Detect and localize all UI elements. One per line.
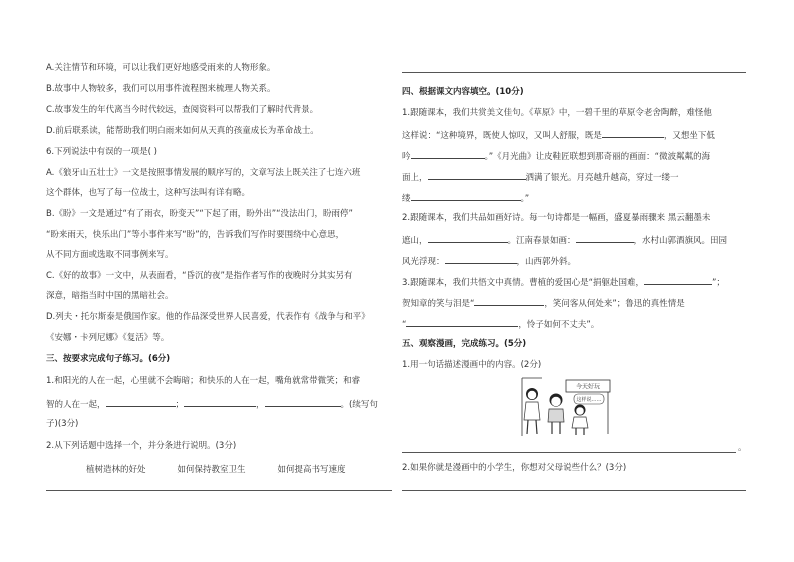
q3-1-text: 智的人在一起， [46, 400, 106, 410]
topic-option: 如何提高书写速度 [277, 465, 346, 475]
question-3-1: 1.和阳光的人在一起，心里就不会晦暗；和快乐的人在一起，嘴角就常带微笑；和睿 [46, 376, 361, 386]
answer-line[interactable] [402, 72, 746, 73]
q4-text: 洒满了银光。月亮越升越高，穿过一缕一 [525, 173, 679, 183]
question-3-2: 2.从下列话题中选择一个，并分条进行说明。(3分) [46, 441, 237, 451]
option-text: C.《好的故事》一文中，从表面看，“昏沉的夜”是指作者写作的夜晚时分其实另有 [46, 271, 353, 281]
option-text: 从不同方面或选取不同事例来写。 [46, 250, 174, 260]
q4-text: 遮山， [402, 236, 428, 246]
q4-text: 风光浮现： [402, 257, 445, 267]
answer-blank[interactable] [576, 233, 634, 243]
answer-blank[interactable] [265, 397, 341, 407]
answer-blank[interactable] [474, 296, 544, 306]
cartoon-leg [536, 420, 537, 434]
answer-line[interactable] [46, 490, 392, 491]
section-4-title: 四、根据课文内容填空。(10分) [402, 87, 524, 97]
q4-text: 面上， [402, 173, 428, 183]
question-4-1: 1.跟随课本，我们共赏美文佳句。《草原》中，一碧千里的草原令老舍陶醉，难怪他 [402, 108, 712, 118]
answer-blank[interactable] [602, 128, 664, 138]
answer-blank[interactable] [428, 233, 508, 243]
cartoon-leg [527, 420, 528, 434]
option-text: A.《狼牙山五壮士》一文是按照事情发展的顺序写的，文章写法上既关注了七连六班 [46, 168, 361, 178]
question-3-1-line3: 子)(3分) [46, 419, 79, 429]
answer-line[interactable] [402, 490, 746, 491]
cartoon-illustration [516, 374, 616, 438]
answer-blank[interactable] [184, 397, 256, 407]
q4-text: 缕 [402, 194, 411, 204]
answer-blank[interactable] [445, 254, 517, 264]
q4-text: “ [402, 320, 407, 330]
question-5-2: 2.如果你就是漫画中的小学生，你想对父母说些什么？(3分) [402, 463, 627, 473]
q4-text: 。江南春景如画： [507, 236, 576, 246]
q3-1-text: ， [256, 400, 265, 410]
cartoon-face [576, 407, 584, 415]
q3-1-text: 。(续写句 [340, 400, 378, 410]
cartoon-sign-text: 今天好玩 [575, 383, 601, 391]
question-4-1-line2 [402, 128, 715, 142]
option-text: B.故事中人物较多，我们可以用事件流程图来梳理人物关系。 [46, 84, 276, 94]
question-4-2: 2.跟随课本，我们共品如画好诗。每一句诗都是一幅画，盛夏暴雨骤来 黑云翻墨未 [402, 213, 711, 223]
section-3-title: 三、按要求完成句子练习。(6分) [46, 354, 171, 364]
q4-text: ，又想坐下低 [663, 131, 715, 141]
answer-blank[interactable] [106, 397, 176, 407]
cartoon-body [572, 417, 588, 428]
answer-blank[interactable] [406, 317, 518, 327]
q4-text: 。”《月光曲》让皮鞋匠联想到那奇丽的画面：“微波粼粼的海 [484, 152, 711, 162]
cartoon-face [528, 391, 537, 400]
q4-text: 3.跟随课本，我们共悟文中真情。曹植的爱国心是“捐躯赴国难， [402, 278, 645, 288]
q4-text: 。” [520, 194, 530, 204]
answer-blank[interactable] [644, 275, 712, 285]
answer-blank[interactable] [411, 149, 485, 159]
q4-text: ”； [712, 278, 725, 288]
question-6: 6.下列说法中有误的一项是( ) [46, 147, 157, 157]
q3-1-text: ； [175, 400, 185, 410]
question-4-1-line3 [402, 149, 710, 163]
q4-text: ，笑问客从何处来”；鲁迅的真性情是 [544, 299, 685, 309]
answer-line[interactable] [402, 452, 736, 453]
question-4-3-line2 [402, 296, 685, 310]
answer-blank[interactable] [411, 191, 521, 201]
sentence-end: 。 [738, 443, 747, 453]
question-4-1-line5 [402, 191, 529, 205]
question-5-1: 1.用一句话描述漫画中的内容。(2分) [402, 360, 542, 370]
q4-text: ，山西郭外斜。 [516, 257, 577, 267]
q4-text: 这样说：“这种境界，既使人惊叹，又叫人舒服，既是 [402, 131, 602, 141]
option-text: C.故事发生的年代离当今时代较远，查阅资料可以帮我们了解时代背景。 [46, 105, 319, 115]
option-text: “盼来雨天，快乐出门”等小事件来写“盼”的，告诉我们写作时要围绕中心意思， [46, 230, 345, 240]
cartoon-body [548, 409, 564, 422]
option-text: 深意，暗指当时中国的黑暗社会。 [46, 291, 174, 301]
question-4-3 [402, 275, 725, 289]
option-text: 《安娜・卡列尼娜》《复活》等。 [46, 333, 170, 343]
option-text: A.关注情节和环境，可以让我们更好地感受雨来的人物形象。 [46, 63, 276, 73]
cartoon-speech-text: 这样说…… [576, 397, 602, 403]
q4-text: 贺知章的笑与泪是“ [402, 299, 475, 309]
q4-text: ，水村山郭酒旗风。田园 [633, 236, 728, 246]
option-text: D.列夫・托尔斯泰是俄国作家。他的作品深受世界人民喜爱，代表作有《战争与和平》 [46, 312, 370, 322]
topic-options [86, 463, 346, 475]
question-4-2-line2 [402, 233, 727, 247]
answer-blank[interactable] [428, 170, 526, 180]
q4-text: ，怜子如何不丈夫”。 [518, 320, 600, 330]
question-4-3-line3 [402, 317, 599, 331]
topic-option: 植树造林的好处 [86, 465, 146, 475]
cartoon-body [524, 402, 540, 420]
question-4-2-line3 [402, 254, 576, 268]
question-4-1-line4 [402, 170, 679, 184]
option-text: D.前后联系读，能帮助我们明白雨来如何从天真的孩童成长为革命战士。 [46, 126, 319, 136]
cartoon-face [551, 397, 561, 407]
option-text: 这个群体，也写了每一位战士，这种写法叫有详有略。 [46, 188, 251, 198]
q4-text: 吟 [402, 152, 411, 162]
section-5-title: 五、观察漫画，完成练习。(5分) [402, 339, 527, 349]
option-text: B.《盼》一文是通过“有了雨衣，盼变天”“下起了雨，盼外出”“没法出门，盼雨停” [46, 209, 353, 219]
topic-option: 如何保持教室卫生 [177, 465, 246, 475]
question-3-1-line2 [46, 397, 378, 411]
